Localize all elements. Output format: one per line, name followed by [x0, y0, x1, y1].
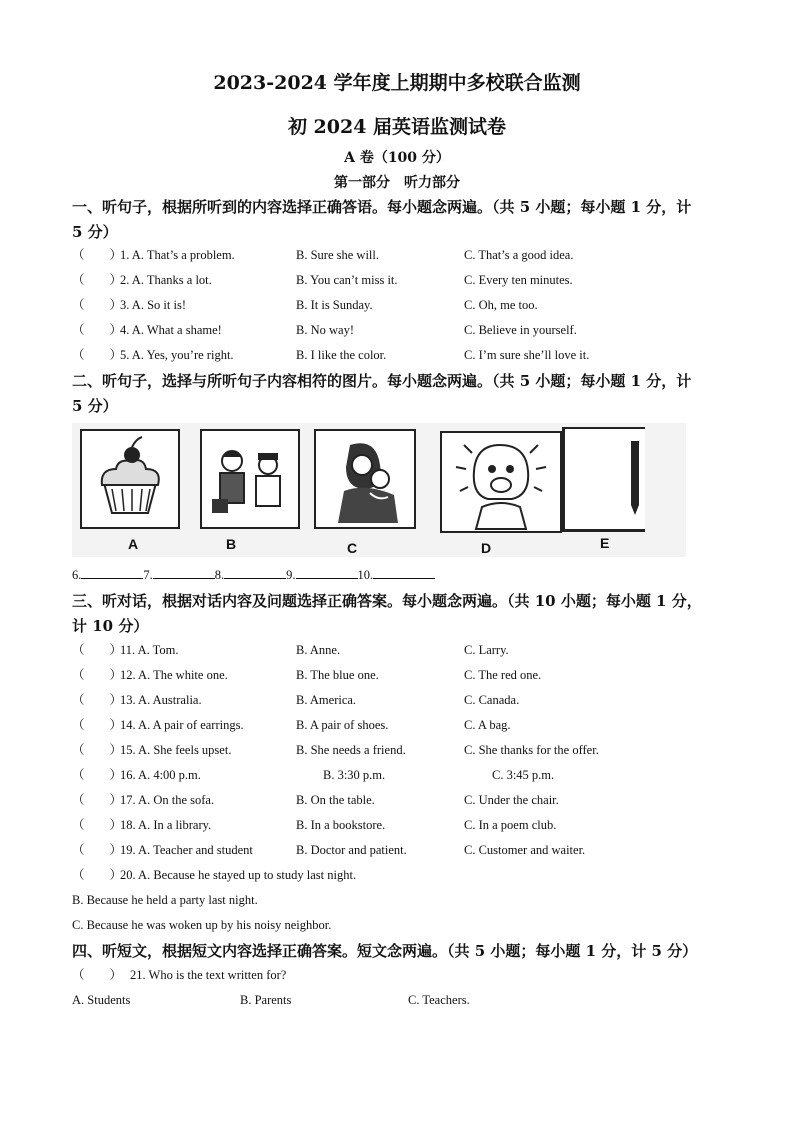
blank-label-8: 8. — [214, 568, 225, 582]
scared-girl-icon — [442, 433, 560, 531]
option-c: C. Oh, me too. — [464, 298, 538, 312]
option-b: B. You can’t miss it. — [296, 273, 398, 287]
option-c: C. Believe in yourself. — [464, 323, 577, 337]
section-2-heading — [72, 369, 732, 419]
question-row — [72, 243, 732, 268]
section-2-heading-line2: 5 分） — [72, 397, 118, 415]
picture-e-label: E — [600, 535, 610, 551]
answer-blanks-line — [72, 563, 435, 588]
blank-label-10: 10. — [357, 568, 374, 582]
picture-d-label: D — [481, 540, 492, 556]
option-a: 15. A. She feels upset. — [120, 743, 232, 757]
option-a: 20. A. Because he stayed up to study last night. — [120, 868, 357, 882]
answer-blank[interactable]: （ ） — [72, 843, 123, 857]
option-b: B. Sure she will. — [296, 248, 379, 262]
option-c: C. Every ten minutes. — [464, 273, 573, 287]
answer-blank[interactable]: （ ） — [72, 298, 123, 312]
option-a: 14. A. A pair of earrings. — [120, 718, 244, 732]
answer-blank-9[interactable] — [296, 564, 358, 579]
option-b: B. It is Sunday. — [296, 298, 373, 312]
answer-blank[interactable]: （ ） — [72, 248, 123, 262]
option-b: B. In a bookstore. — [296, 818, 386, 832]
option-c: C. 3:45 p.m. — [492, 768, 555, 782]
picture-c — [314, 429, 416, 529]
picture-strip — [72, 423, 686, 557]
option-b: B. No way! — [296, 323, 354, 337]
picture-b-label: B — [226, 536, 237, 552]
exam-title: 2023-2024 学年度上期期中多校联合监测 — [213, 72, 581, 94]
option-c: C. A bag. — [464, 718, 511, 732]
option-c: C. She thanks for the offer. — [464, 743, 599, 757]
question-row — [72, 763, 732, 788]
option-row — [72, 988, 732, 1013]
children-police-icon — [202, 431, 298, 527]
option-b: B. Anne. — [296, 643, 341, 657]
answer-blank[interactable]: （ ） — [72, 643, 123, 657]
section-1-heading-line1: 一、听句子，根据所听到的内容选择正确答语。每小题念两遍。（共 5 小题；每小题 1 分，计 — [72, 198, 692, 216]
answer-blank[interactable]: （ ） — [72, 693, 123, 707]
option-c: C. Under the chair. — [464, 793, 559, 807]
option-a: 3. A. So it is! — [120, 298, 186, 312]
option-a: 19. A. Teacher and student — [120, 843, 253, 857]
picture-a-label: A — [128, 536, 139, 552]
section-3-heading-line2: 计 10 分） — [72, 617, 149, 635]
option-a: 18. A. In a library. — [120, 818, 212, 832]
section-4-heading: 四、听短文，根据短文内容选择正确答案。短文念两遍。（共 5 小题；每小题 1 分，计 5 分） — [72, 942, 698, 960]
part-label: 第一部分 听力部分 — [334, 175, 460, 191]
option-c: C. That’s a good idea. — [464, 248, 574, 262]
answer-blank[interactable]: （ ） — [72, 768, 123, 782]
option-b: B. 3:30 p.m. — [323, 768, 386, 782]
answer-blank[interactable]: （ ） — [72, 348, 123, 362]
option-c: C. In a poem club. — [464, 818, 557, 832]
option-c: C. Larry. — [464, 643, 509, 657]
answer-blank[interactable]: （ ） — [72, 793, 123, 807]
option-b: B. Because he held a party last night. — [72, 893, 258, 907]
option-b: B. A pair of shoes. — [296, 718, 389, 732]
answer-blank[interactable]: （ ） — [72, 668, 123, 682]
answer-blank[interactable]: （ ） — [72, 718, 123, 732]
question-row — [72, 293, 732, 318]
cupcake-icon — [82, 431, 178, 527]
question-row — [72, 738, 732, 763]
option-a: 12. A. The white one. — [120, 668, 228, 682]
option-a: 2. A. Thanks a lot. — [120, 273, 212, 287]
option-c: C. Customer and waiter. — [464, 843, 586, 857]
question-text: 21. Who is the text written for? — [130, 968, 287, 982]
option-a: A. Students — [72, 993, 131, 1007]
answer-blank[interactable]: （ ） — [72, 818, 123, 832]
answer-blank[interactable]: （ ） — [72, 968, 123, 982]
section-1-heading-line2: 5 分） — [72, 223, 118, 241]
question-row — [72, 713, 732, 738]
picture-a — [80, 429, 180, 529]
question-row — [72, 318, 732, 343]
question-row — [72, 343, 732, 368]
question-row — [72, 863, 732, 888]
option-a: 17. A. On the sofa. — [120, 793, 215, 807]
blank-label-6: 6. — [72, 568, 82, 582]
option-b: B. Doctor and patient. — [296, 843, 407, 857]
option-b: B. The blue one. — [296, 668, 379, 682]
option-a: 1. A. That’s a problem. — [120, 248, 235, 262]
answer-blank[interactable]: （ ） — [72, 323, 123, 337]
section-3-heading-line1: 三、听对话，根据对话内容及问题选择正确答案。每小题念两遍。（共 10 小题；每小题 1 分， — [72, 592, 702, 610]
option-c: C. Canada. — [464, 693, 520, 707]
picture-d — [440, 431, 562, 533]
question-row — [72, 688, 732, 713]
option-b: B. America. — [296, 693, 357, 707]
section-3-heading — [72, 589, 732, 639]
answer-blank[interactable]: （ ） — [72, 273, 123, 287]
question-row — [72, 813, 732, 838]
option-b: B. On the table. — [296, 793, 375, 807]
mother-child-icon — [316, 431, 414, 527]
option-a: 13. A. Australia. — [120, 693, 202, 707]
blank-label-7: 7. — [143, 568, 153, 582]
option-a: 11. A. Tom. — [120, 643, 179, 657]
answer-blank-8[interactable] — [224, 564, 286, 579]
paper-label: A 卷（100 分） — [344, 150, 450, 166]
option-b: B. Parents — [240, 993, 292, 1007]
picture-b — [200, 429, 300, 529]
question-row — [72, 838, 732, 863]
option-b: B. She needs a friend. — [296, 743, 406, 757]
section-1-heading — [72, 195, 732, 245]
answer-blank[interactable]: （ ） — [72, 743, 123, 757]
answer-blank-7[interactable] — [153, 564, 215, 579]
section-2-heading-line1: 二、听句子，选择与所听句子内容相符的图片。每小题念两遍。（共 5 小题；每小题 1 分，计 — [72, 372, 692, 390]
question-row — [72, 788, 732, 813]
picture-e — [562, 427, 645, 532]
answer-blank-10[interactable] — [373, 564, 435, 579]
pencil-icon — [565, 429, 645, 529]
picture-c-label: C — [347, 540, 358, 556]
exam-subtitle: 初 2024 届英语监测试卷 — [287, 116, 507, 138]
option-c: C. The red one. — [464, 668, 542, 682]
question-row — [72, 638, 732, 663]
option-c: C. Because he was woken up by his noisy neighbor. — [72, 918, 332, 932]
question-row — [72, 963, 732, 988]
option-a: 4. A. What a shame! — [120, 323, 222, 337]
option-b: B. I like the color. — [296, 348, 387, 362]
option-a: 16. A. 4:00 p.m. — [120, 768, 201, 782]
option-a: 5. A. Yes, you’re right. — [120, 348, 234, 362]
option-c: C. Teachers. — [408, 993, 470, 1007]
question-row — [72, 268, 732, 293]
answer-blank[interactable]: （ ） — [72, 868, 123, 882]
blank-label-9: 9. — [286, 568, 296, 582]
question-row — [72, 663, 732, 688]
answer-blank-6[interactable] — [81, 564, 143, 579]
option-c: C. I’m sure she’ll love it. — [464, 348, 590, 362]
